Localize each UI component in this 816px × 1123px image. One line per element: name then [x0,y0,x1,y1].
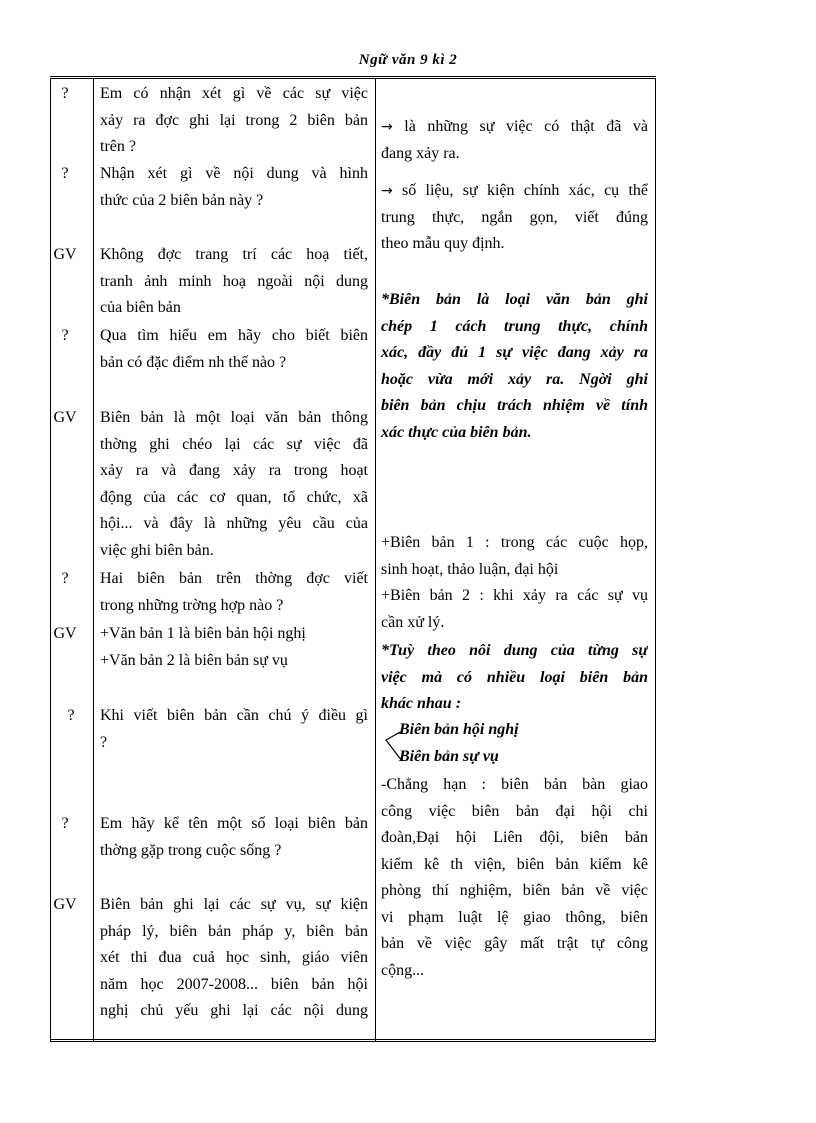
text-line: +Biên bản 1 : trong các cuộc họp, [381,534,648,551]
text-line: ? [100,733,108,751]
text-line: xác, đầy đủ 1 sự việc đang xảy ra [381,344,648,361]
answer-1 [381,114,648,167]
teacher-note-2 [100,405,368,564]
teacher-note-4 [100,892,368,1025]
arrow-icon: → [381,183,393,199]
row-marker: GV [53,625,77,642]
type-hoi-nghi: Biên bản hội nghị [399,721,519,738]
text-line: *Tuỳ theo nôi dung của từng sự [381,642,648,659]
text-line: hoặc vừa mới xảy ra. Ngời ghi [381,370,648,388]
text-line: pháp lý, biên bản pháp y, biên bản [100,922,368,940]
text-segment: là những sự việc có thật đã và [404,118,648,135]
text-line: xác thực của biên bản. [381,423,532,441]
row-marker: GV [53,246,77,263]
text-line [381,178,648,205]
text-line: Hai biên bản trên thờng đợc viết [100,570,368,587]
text-line: Khi viết biên bản cần chú ý điều gì [100,707,368,724]
text-line: trung thực, ngắn gọn, viết đúng [381,208,648,226]
question-2 [100,161,368,214]
teacher-note-3 [100,621,368,674]
column-divider-2 [375,78,376,1042]
text-line: khác nhau : [381,695,462,712]
text-line: thờng ghi chéo lại các sự việc đã [100,435,368,453]
text-line: Biên bản ghi lại các sự vụ, sự kiện [100,896,368,913]
text-line: phòng thí nghiệm, biên bản về việc [381,882,648,899]
cases-block [381,530,648,636]
examples-block [381,772,648,984]
text-line: nghị chủ yếu ghi lại các nội dung [100,1002,368,1019]
text-line: cộng... [381,961,425,979]
text-line: Không đợc trang trí các hoạ tiết, [100,246,368,263]
text-line: +Văn bản 1 là biên bản hội nghị [100,625,306,642]
text-line: theo mẫu quy định. [381,235,505,252]
definition-block [381,287,648,446]
text-line: bản về việc gây mất trật tự công [381,935,648,952]
arrow-icon: → [381,119,393,135]
row-marker: ? [61,165,69,182]
text-line: việc ghi biên bản. [100,541,214,559]
page-header: Ngữ văn 9 kì 2 [358,52,458,68]
row-marker: GV [53,896,77,913]
text-line: hội... và đây là những yêu cầu của [100,515,368,532]
text-line: việc mà có nhiều loại biên bản [381,668,648,686]
text-line: tranh ảnh minh hoạ ngoài nội dung [100,272,368,290]
row-marker: ? [61,327,69,344]
question-1 [100,81,368,161]
text-line: Biên bản là một loại văn bản thông [100,409,368,426]
question-6 [100,811,368,864]
text-line: xảy ra đợc ghi lại trong 2 biên bản [100,111,368,129]
text-line: -Chẳng hạn : biên bản bàn giao [381,776,648,793]
text-line: Em có nhận xét gì về các sự việc [100,85,368,102]
text-line: chép 1 cách trung thực, chính [381,317,648,335]
row-marker: ? [61,85,69,102]
text-segment: số liệu, sự kiện chính xác, cụ thể [402,182,648,199]
column-divider-1 [93,78,94,1042]
text-line: đang xảy ra. [381,144,460,162]
text-line: thờng gặp trong cuộc sống ? [100,841,282,859]
question-3 [100,323,368,376]
text-line: vi phạm luật lệ giao thông, biên [381,908,648,926]
text-line: kiểm kê th viện, biên bản kiểm kê [381,855,648,873]
text-line: Em hãy kể tên một số loại biên bản [100,815,368,832]
row-marker: ? [61,570,69,587]
text-line: +Văn bản 2 là biên bản sự vụ [100,651,288,669]
teacher-note-1 [100,242,368,322]
type-su-vu: Biên bản sự vụ [399,748,499,765]
text-line: Nhận xét gì về nội dung và hình [100,165,368,182]
text-line: xét thi đua cuả học sinh, giáo viên [100,949,368,966]
text-line: bản có đặc điểm nh thế nào ? [100,353,287,371]
table-top-rule [50,76,656,77]
text-line: động của các cơ quan, tổ chức, xã [100,488,368,506]
text-line [381,114,648,141]
text-line: năm học 2007-2008... biên bản hội [100,975,368,993]
question-4 [100,566,368,619]
text-line: thức của 2 biên bản này ? [100,191,264,209]
text-line: +Biên bản 2 : khi xảy ra các sự vụ [381,587,648,604]
answer-2 [381,178,648,258]
text-line: trên ? [100,138,136,155]
row-marker: ? [67,707,75,724]
question-5 [100,703,368,756]
text-line: cần xử lý. [381,613,445,631]
text-line: Qua tìm hiểu em hãy cho biết biên [100,327,368,344]
types-note [381,638,648,718]
text-line: biên bản chịu trách nhiệm về tính [381,397,648,414]
text-line: công việc biên bản đại hội chi [381,802,648,820]
row-marker: ? [61,815,69,832]
text-line: xảy ra và đang xảy ra trong hoạt [100,462,368,479]
text-line: đoàn,Đại hội Liên đội, biên bản [381,829,648,846]
text-line: trong những trờng hợp nào ? [100,596,284,614]
text-line: sinh hoạt, thảo luận, đại hội [381,560,559,578]
text-line: *Biên bản là loại văn bản ghi [381,291,648,308]
row-marker: GV [53,409,77,426]
text-line: của biên bản [100,299,181,316]
